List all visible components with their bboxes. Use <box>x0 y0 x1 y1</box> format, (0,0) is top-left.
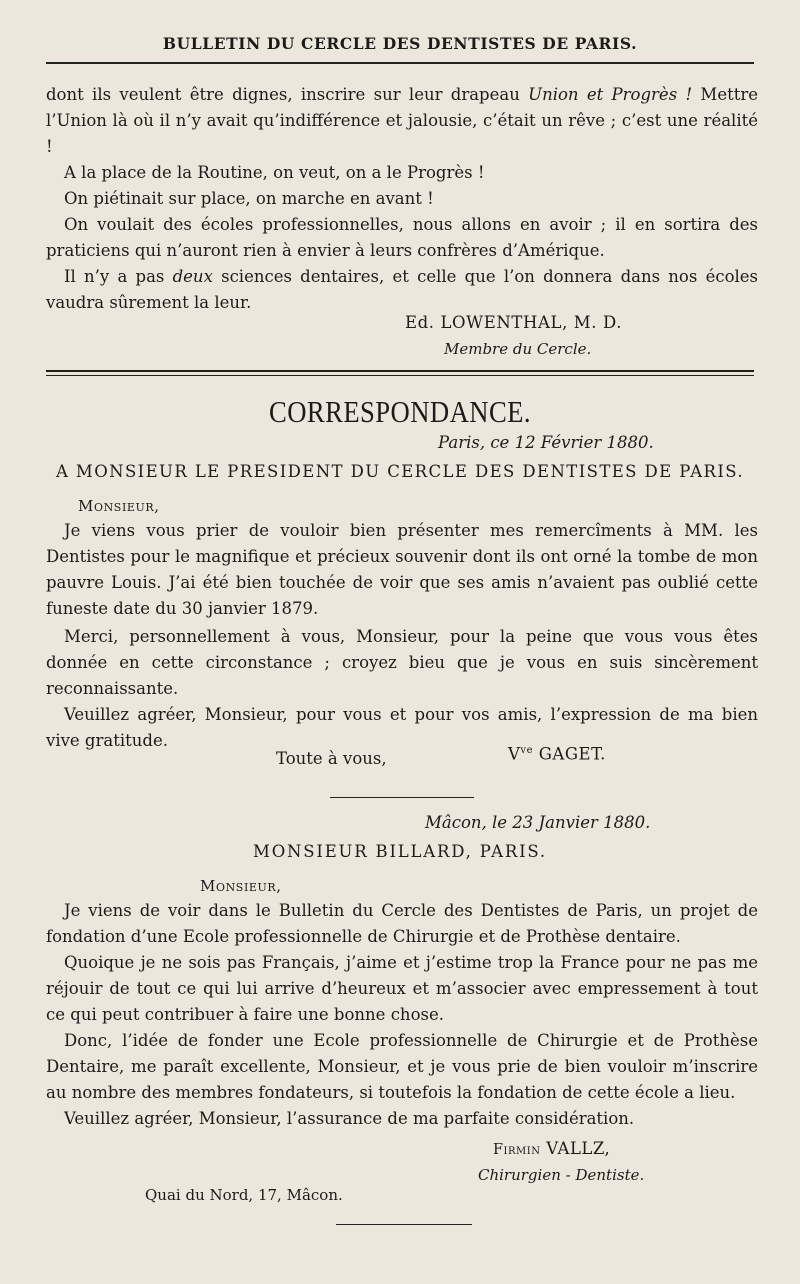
letter3-paragraph-2: Quoique je ne sois pas Français, j’aime et j’estime trop la France pour ne pas me réjouir de tout ce qui lui arrive d’heureux et m’associer avec empressement à tout ce qui peut contribuer à faire une bonne chose. <box>46 953 758 1024</box>
letter3-addressee: MONSIEUR BILLARD, PARIS. <box>253 842 547 861</box>
letter1-p1-text-a: dont ils veulent être dignes, inscrire sur leur drapeau <box>46 85 529 104</box>
letter2-salutation: Monsieur, <box>78 497 160 515</box>
section-title: CORRESPONDANCE. <box>268 394 531 429</box>
running-head: BULLETIN DU CERCLE DES DENTISTES DE PARIS. <box>162 34 638 53</box>
letter1-p5-emphasis: deux <box>172 267 213 286</box>
letter1-paragraph-1 <box>46 82 758 160</box>
letter2-closing: Toute à vous, <box>276 749 387 768</box>
letter1-p1-text-b: Mettre l’Union là où il n’y avait qu’indifférence et jalousie, c’était un rêve ; c’est une réalité ! <box>46 85 758 156</box>
letter2-paragraph-3: Veuillez agréer, Monsieur, pour vous et pour vos amis, l’expression de ma bien vive gratitude. <box>46 705 758 750</box>
letter2-addressee: A MONSIEUR LE PRESIDENT DU CERCLE DES DENTISTES DE PARIS. <box>55 462 745 481</box>
letter3-signature-role: Chirurgien - Dentiste. <box>478 1166 645 1184</box>
letter1-signature-role: Membre du Cercle. <box>444 340 592 358</box>
letter1-paragraph-3: On piétinait sur place, on marche en avant ! <box>64 189 434 208</box>
letter3-signature-last: VALLZ, <box>540 1139 611 1158</box>
header-rule <box>46 62 754 64</box>
letter2-signature-prefix: V <box>508 744 521 764</box>
letter2-signature <box>508 738 606 768</box>
letter1-p5-text-a: Il n’y a pas <box>64 267 173 286</box>
letter1-paragraph-5 <box>46 264 758 316</box>
letter-separator-2 <box>336 1224 472 1225</box>
letter3-place-date: Mâcon, le 23 Janvier 1880. <box>425 813 651 832</box>
letter2-signature-sup: ve <box>520 745 533 756</box>
letter3-paragraph-4: Veuillez agréer, Monsieur, l’assurance de ma parfaite considération. <box>64 1109 635 1128</box>
letter1-signature: Ed. LOWENTHAL, M. D. <box>405 313 623 332</box>
letter1-p5-text-b: sciences dentaires, et celle que l’on donnera dans nos écoles vaudra sûrement la leur. <box>46 267 759 312</box>
letter3-signature <box>493 1136 610 1163</box>
letter3-signature-first: Firmin <box>493 1142 541 1158</box>
letter1-paragraph-2: A la place de la Routine, on veut, on a le Progrès ! <box>64 163 485 182</box>
letter1-p1-emphasis: Union et Progrès ! <box>528 85 693 104</box>
letter2-signature-name: GAGET. <box>533 744 606 764</box>
letter2-paragraph-2: Merci, personnellement à vous, Monsieur, pour la peine que vous vous êtes donnée en cette circonstance ; croyez bieu que je vous en suis sincèrement reconnaissante. <box>46 627 758 698</box>
letter-separator-1 <box>330 797 474 798</box>
letter3-paragraph-1: Je viens de voir dans le Bulletin du Cercle des Dentistes de Paris, un projet de fondation d’une Ecole professionnelle de Chirurgie et de Prothèse dentaire. <box>46 901 758 946</box>
letter3-paragraph-3: Donc, l’idée de fonder une Ecole professionnelle de Chirurgie et de Prothèse Dentaire, me paraît excellente, Monsieur, et je vous prie de bien vouloir m’inscrire au nombre des membres fondateurs, si toutefois la fondation de cette école a lieu. <box>46 1031 758 1102</box>
section-rule-bottom <box>46 375 754 376</box>
letter2-place-date: Paris, ce 12 Février 1880. <box>438 433 654 452</box>
letter2-paragraph-1: Je viens vous prier de vouloir bien présenter mes remercîments à MM. les Dentistes pour le magnifique et précieux souvenir dont ils ont orné la tombe de mon pauvre Louis. J’ai été bien touchée de voir que ses amis n’avaient pas oublié cette funeste date du 30 janvier 1879. <box>46 521 758 618</box>
section-rule-top <box>46 370 754 372</box>
letter3-salutation: Monsieur, <box>200 877 282 895</box>
letter1-paragraph-4: On voulait des écoles professionnelles, nous allons en avoir ; il en sortira des praticiens qui n’auront rien à envier à leurs confrères d’Amérique. <box>46 215 758 260</box>
letter3-address: Quai du Nord, 17, Mâcon. <box>145 1186 343 1204</box>
